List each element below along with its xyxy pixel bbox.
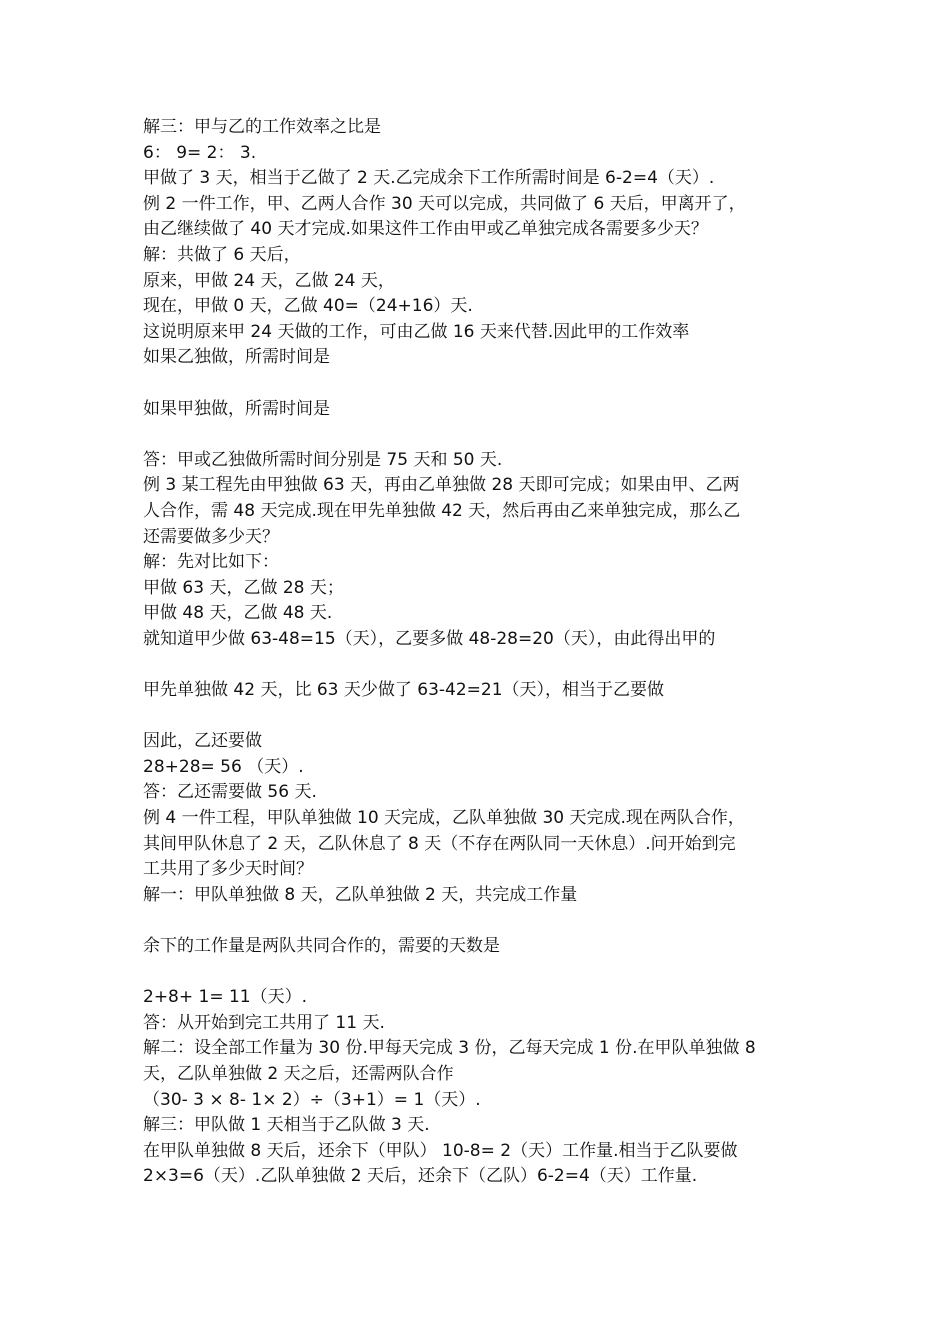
text-line: （30- 3 × 8- 1× 2）÷（3+1）= 1（天）. bbox=[143, 1089, 481, 1110]
blank-line bbox=[143, 652, 815, 678]
text-line: 2×3=6（天）.乙队单独做 2 天后，还余下（乙队）6-2=4（天）工作量. bbox=[143, 1166, 698, 1187]
blank-line bbox=[143, 960, 815, 986]
text-line: 例 4 一件工程，甲队单独做 10 天完成，乙队单独做 30 天完成.现在两队合作， bbox=[143, 808, 745, 829]
text-line: 答：甲或乙独做所需时间分别是 75 天和 50 天. bbox=[143, 449, 503, 470]
text-line: 解：先对比如下： bbox=[143, 552, 279, 573]
blank-line bbox=[143, 908, 815, 934]
document-body bbox=[143, 115, 815, 1190]
text-line: 因此，乙还要做 bbox=[143, 731, 262, 752]
text-line: 天，乙队单独做 2 天之后，还需两队合作 bbox=[143, 1063, 454, 1084]
text-line: 现在，甲做 0 天，乙做 40=（24+16）天. bbox=[143, 296, 473, 317]
text-line: 由乙继续做了 40 天才完成.如果这件工作由甲或乙单独完成各需要多少天？ bbox=[143, 219, 708, 240]
blank-line bbox=[143, 371, 815, 397]
text-line: 其间甲队休息了 2 天，乙队休息了 8 天（不存在两队同一天休息）.问开始到完 bbox=[143, 833, 736, 854]
text-line: 甲做 48 天，乙做 48 天. bbox=[143, 603, 333, 624]
text-line: 就知道甲少做 63-48=15（天），乙要多做 48-28=20（天），由此得出甲的 bbox=[143, 628, 716, 649]
text-line: 如果乙独做，所需时间是 bbox=[143, 347, 330, 368]
text-line: 如果甲独做，所需时间是 bbox=[143, 398, 330, 419]
text-line: 解三：甲与乙的工作效率之比是 bbox=[143, 117, 381, 137]
text-line: 甲先单独做 42 天，比 63 天少做了 63-42=21（天），相当于乙要做 bbox=[143, 680, 665, 701]
text-line: 解三：甲队做 1 天相当于乙队做 3 天. bbox=[143, 1115, 430, 1136]
text-line: 6： 9= 2： 3. bbox=[143, 142, 257, 163]
text-line: 还需要做多少天？ bbox=[143, 526, 279, 547]
text-line: 例 3 某工程先由甲独做 63 天，再由乙单独做 28 天即可完成；如果由甲、乙两 bbox=[143, 475, 740, 496]
text-line: 2+8+ 1= 11（天）. bbox=[143, 987, 308, 1008]
text-line: 28+28= 56 （天）. bbox=[143, 756, 304, 777]
text-line: 甲做 63 天，乙做 28 天； bbox=[143, 577, 344, 598]
text-line: 甲做了 3 天，相当于乙做了 2 天.乙完成余下工作所需时间是 6-2=4（天）. bbox=[143, 168, 715, 189]
text-line: 这说明原来甲 24 天做的工作，可由乙做 16 天来代替.因此甲的工作效率 bbox=[143, 321, 690, 342]
blank-line bbox=[143, 704, 815, 730]
text-line: 工共用了多少天时间？ bbox=[143, 859, 313, 880]
text-line: 解二：设全部工作量为 30 份.甲每天完成 3 份，乙每天完成 1 份.在甲队单独做 8 bbox=[143, 1038, 756, 1059]
text-line: 答：乙还需要做 56 天. bbox=[143, 782, 317, 803]
text-line: 答：从开始到完工共用了 11 天. bbox=[143, 1012, 385, 1033]
blank-line bbox=[143, 422, 815, 448]
text-line: 解一：甲队单独做 8 天，乙队单独做 2 天，共完成工作量 bbox=[143, 884, 578, 905]
text-line: 在甲队单独做 8 天后，还余下（甲队） 10-8= 2（天）工作量.相当于乙队要做 bbox=[143, 1140, 738, 1161]
text-line: 解：共做了 6 天后， bbox=[143, 244, 301, 265]
text-line: 原来，甲做 24 天，乙做 24 天， bbox=[143, 270, 395, 291]
text-line: 余下的工作量是两队共同合作的，需要的天数是 bbox=[143, 936, 500, 956]
text-line: 例 2 一件工作，甲、乙两人合作 30 天可以完成，共同做了 6 天后，甲离开了， bbox=[143, 193, 746, 214]
text-line: 人合作，需 48 天完成.现在甲先单独做 42 天，然后再由乙来单独完成，那么乙 bbox=[143, 500, 741, 521]
